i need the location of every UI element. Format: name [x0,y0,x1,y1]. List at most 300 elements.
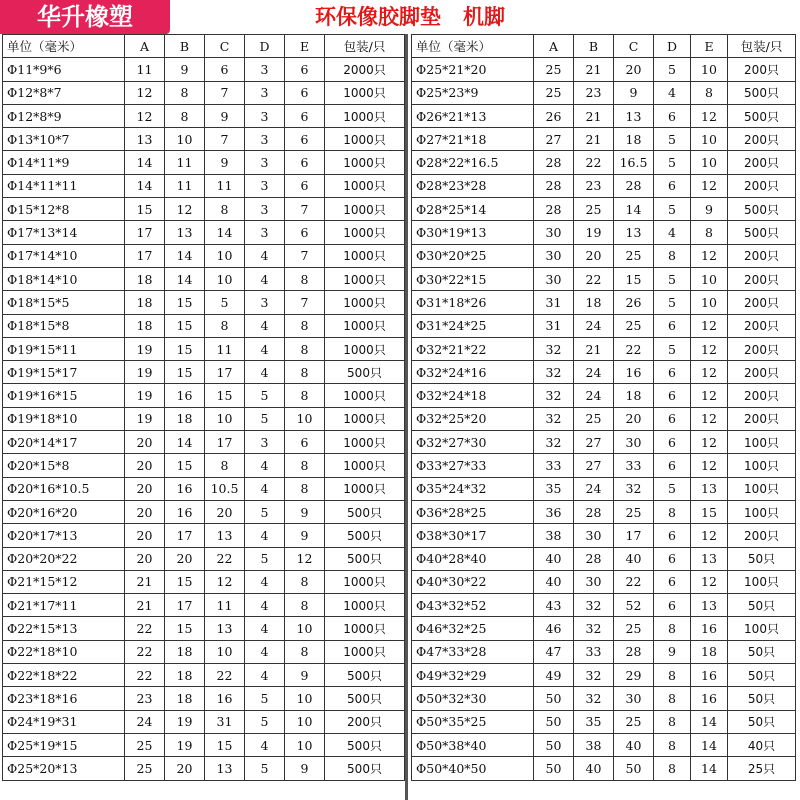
cell-spec: Φ13*10*7 [3,128,125,151]
table-row [412,617,796,640]
cell-pack: 200只 [728,361,796,384]
cell-pack: 500只 [325,664,405,687]
cell-pack: 1000只 [325,198,405,221]
cell-e: 13 [691,547,728,570]
cell-b: 18 [574,291,614,314]
table-row [412,477,796,500]
cell-a: 19 [125,407,165,430]
cell-d: 5 [654,151,691,174]
cell-e: 12 [691,384,728,407]
cell-e: 12 [691,174,728,197]
cell-spec: Φ32*24*18 [412,384,534,407]
cell-spec: Φ14*11*9 [3,151,125,174]
cell-d: 4 [245,477,285,500]
cell-c: 16 [614,361,654,384]
cell-pack: 1000只 [325,244,405,267]
cell-pack: 500只 [325,687,405,710]
cell-a: 17 [125,244,165,267]
cell-e: 8 [285,314,325,337]
table-row [412,384,796,407]
cell-spec: Φ26*21*13 [412,104,534,127]
table-row [3,267,405,290]
cell-spec: Φ46*32*25 [412,617,534,640]
cell-b: 24 [574,477,614,500]
cell-e: 7 [285,291,325,314]
cell-pack: 500只 [728,221,796,244]
cell-spec: Φ11*9*6 [3,58,125,81]
cell-e: 10 [285,617,325,640]
table-row [412,81,796,104]
cell-pack: 1000只 [325,454,405,477]
cell-b: 14 [165,244,205,267]
cell-pack: 50只 [728,594,796,617]
cell-c: 10 [205,640,245,663]
cell-b: 24 [574,361,614,384]
cell-pack: 500只 [728,104,796,127]
cell-pack: 500只 [728,198,796,221]
header-a: A [125,35,165,58]
cell-b: 28 [574,500,614,523]
cell-d: 8 [654,710,691,733]
table-row [412,128,796,151]
cell-a: 25 [125,757,165,780]
cell-e: 8 [285,267,325,290]
cell-c: 10.5 [205,477,245,500]
table-row [412,104,796,127]
cell-c: 28 [614,174,654,197]
cell-c: 17 [205,361,245,384]
cell-pack: 50只 [728,640,796,663]
cell-e: 7 [285,198,325,221]
cell-a: 25 [534,81,574,104]
cell-a: 11 [125,58,165,81]
cell-b: 15 [165,617,205,640]
cell-pack: 100只 [728,454,796,477]
cell-d: 6 [654,104,691,127]
cell-c: 40 [614,733,654,756]
cell-pack: 1000只 [325,477,405,500]
cell-d: 6 [654,314,691,337]
cell-spec: Φ15*12*8 [3,198,125,221]
cell-e: 6 [285,81,325,104]
cell-spec: Φ38*30*17 [412,524,534,547]
cell-b: 16 [165,500,205,523]
cell-pack: 200只 [728,384,796,407]
cell-b: 15 [165,454,205,477]
cell-pack: 1000只 [325,337,405,360]
cell-spec: Φ40*28*40 [412,547,534,570]
cell-b: 32 [574,594,614,617]
cell-e: 12 [691,337,728,360]
cell-e: 9 [285,524,325,547]
cell-c: 9 [205,151,245,174]
cell-spec: Φ12*8*9 [3,104,125,127]
cell-e: 8 [285,454,325,477]
cell-a: 18 [125,267,165,290]
header-pack: 包装/只 [728,35,796,58]
table-row [3,384,405,407]
cell-a: 19 [125,384,165,407]
cell-d: 6 [654,570,691,593]
cell-e: 18 [691,640,728,663]
cell-c: 17 [614,524,654,547]
cell-e: 10 [285,687,325,710]
cell-e: 13 [691,594,728,617]
cell-d: 5 [654,267,691,290]
cell-d: 4 [245,664,285,687]
cell-e: 6 [285,174,325,197]
cell-b: 17 [165,524,205,547]
cell-b: 27 [574,454,614,477]
cell-d: 4 [245,361,285,384]
cell-spec: Φ36*28*25 [412,500,534,523]
cell-spec: Φ32*27*30 [412,431,534,454]
cell-e: 10 [691,128,728,151]
cell-b: 10 [165,128,205,151]
table-row [3,640,405,663]
cell-spec: Φ31*24*25 [412,314,534,337]
cell-c: 9 [614,81,654,104]
table-row [3,221,405,244]
cell-b: 30 [574,524,614,547]
cell-c: 5 [205,291,245,314]
header-e: E [285,35,325,58]
table-row [412,244,796,267]
cell-a: 20 [125,454,165,477]
cell-a: 22 [125,640,165,663]
cell-c: 6 [205,58,245,81]
cell-a: 50 [534,733,574,756]
header-d: D [654,35,691,58]
table-row [412,687,796,710]
cell-c: 14 [205,221,245,244]
cell-c: 30 [614,431,654,454]
cell-a: 20 [125,524,165,547]
cell-pack: 1000只 [325,570,405,593]
cell-b: 16 [165,477,205,500]
cell-e: 6 [285,128,325,151]
cell-spec: Φ14*11*11 [3,174,125,197]
cell-d: 5 [245,710,285,733]
cell-c: 22 [205,547,245,570]
cell-c: 8 [205,454,245,477]
cell-b: 21 [574,104,614,127]
cell-spec: Φ20*15*8 [3,454,125,477]
cell-b: 27 [574,431,614,454]
cell-a: 19 [125,337,165,360]
cell-b: 21 [574,337,614,360]
cell-b: 12 [165,198,205,221]
cell-b: 15 [165,361,205,384]
cell-d: 4 [654,81,691,104]
cell-b: 18 [165,664,205,687]
cell-d: 8 [654,244,691,267]
cell-a: 32 [534,431,574,454]
cell-e: 9 [691,198,728,221]
cell-d: 4 [245,617,285,640]
cell-e: 16 [691,617,728,640]
cell-c: 50 [614,757,654,780]
cell-pack: 1000只 [325,128,405,151]
cell-pack: 200只 [728,128,796,151]
cell-e: 6 [285,104,325,127]
cell-e: 12 [691,244,728,267]
cell-pack: 50只 [728,664,796,687]
cell-pack: 100只 [728,431,796,454]
cell-a: 25 [534,58,574,81]
cell-a: 33 [534,454,574,477]
cell-c: 25 [614,617,654,640]
cell-a: 17 [125,221,165,244]
cell-b: 13 [165,221,205,244]
cell-spec: Φ20*16*10.5 [3,477,125,500]
cell-pack: 1000只 [325,151,405,174]
cell-c: 8 [205,198,245,221]
cell-spec: Φ32*21*22 [412,337,534,360]
cell-c: 52 [614,594,654,617]
cell-pack: 50只 [728,687,796,710]
cell-c: 18 [614,128,654,151]
table-row [412,570,796,593]
cell-a: 30 [534,267,574,290]
cell-e: 12 [285,547,325,570]
cell-e: 15 [691,500,728,523]
cell-a: 15 [125,198,165,221]
cell-e: 14 [691,733,728,756]
cell-c: 13 [614,104,654,127]
cell-c: 13 [614,221,654,244]
cell-a: 27 [534,128,574,151]
cell-b: 11 [165,174,205,197]
table-row [412,547,796,570]
cell-e: 12 [691,454,728,477]
table-row [3,664,405,687]
spec-table-left-body [3,35,405,781]
cell-c: 13 [205,617,245,640]
cell-d: 4 [245,267,285,290]
cell-e: 6 [285,221,325,244]
cell-spec: Φ25*21*20 [412,58,534,81]
cell-a: 20 [125,431,165,454]
cell-d: 5 [245,500,285,523]
cell-c: 13 [205,524,245,547]
cell-b: 18 [165,687,205,710]
cell-c: 11 [205,337,245,360]
cell-c: 18 [614,384,654,407]
cell-d: 3 [245,174,285,197]
cell-d: 6 [654,594,691,617]
cell-pack: 1000只 [325,431,405,454]
header-d: D [245,35,285,58]
cell-a: 43 [534,594,574,617]
table-row [3,757,405,780]
cell-d: 3 [245,151,285,174]
cell-c: 25 [614,244,654,267]
cell-spec: Φ12*8*7 [3,81,125,104]
cell-spec: Φ50*38*40 [412,733,534,756]
cell-b: 35 [574,710,614,733]
table-row [412,361,796,384]
cell-b: 18 [165,407,205,430]
cell-c: 10 [205,244,245,267]
cell-pack: 500只 [325,524,405,547]
cell-pack: 100只 [728,570,796,593]
cell-pack: 1000只 [325,291,405,314]
cell-spec: Φ20*17*13 [3,524,125,547]
table-row [3,104,405,127]
cell-pack: 1000只 [325,174,405,197]
table-divider [405,34,408,800]
cell-d: 8 [654,500,691,523]
cell-a: 35 [534,477,574,500]
cell-spec: Φ27*21*18 [412,128,534,151]
table-row [412,337,796,360]
cell-e: 8 [285,594,325,617]
page-title: 环保像胶脚垫 机脚 [315,5,505,29]
cell-a: 36 [534,500,574,523]
table-row [412,757,796,780]
right-header-row [412,35,796,58]
table-row [3,617,405,640]
cell-a: 30 [534,244,574,267]
cell-b: 15 [165,570,205,593]
cell-pack: 100只 [728,500,796,523]
cell-spec: Φ40*30*22 [412,570,534,593]
cell-e: 10 [691,58,728,81]
table-row [412,500,796,523]
cell-d: 5 [245,757,285,780]
cell-spec: Φ22*15*13 [3,617,125,640]
header-spec: 单位（毫米） [412,35,534,58]
cell-e: 6 [285,431,325,454]
table-row [3,337,405,360]
cell-b: 20 [165,757,205,780]
table-row [412,267,796,290]
header-b: B [574,35,614,58]
cell-spec: Φ30*22*15 [412,267,534,290]
cell-spec: Φ19*18*10 [3,407,125,430]
cell-pack: 200只 [728,244,796,267]
cell-e: 6 [285,151,325,174]
cell-c: 25 [614,710,654,733]
cell-d: 3 [245,198,285,221]
brand-logo-badge: 华升橡塑 [0,0,170,34]
cell-d: 6 [654,524,691,547]
cell-d: 3 [245,431,285,454]
cell-e: 12 [691,314,728,337]
cell-b: 25 [574,198,614,221]
cell-spec: Φ22*18*10 [3,640,125,663]
cell-b: 9 [165,58,205,81]
cell-b: 23 [574,81,614,104]
cell-b: 21 [574,128,614,151]
cell-a: 28 [534,198,574,221]
cell-b: 14 [165,267,205,290]
cell-d: 9 [654,640,691,663]
cell-d: 6 [654,454,691,477]
cell-c: 22 [614,337,654,360]
cell-c: 10 [205,267,245,290]
cell-d: 3 [245,128,285,151]
cell-b: 16 [165,384,205,407]
table-row [412,58,796,81]
cell-a: 40 [534,570,574,593]
cell-pack: 200只 [728,314,796,337]
cell-d: 8 [654,733,691,756]
table-row [412,733,796,756]
cell-d: 3 [245,221,285,244]
cell-e: 16 [691,664,728,687]
spec-table-right [411,34,796,781]
cell-e: 8 [691,81,728,104]
cell-c: 14 [614,198,654,221]
cell-spec: Φ25*20*13 [3,757,125,780]
cell-a: 28 [534,174,574,197]
cell-pack: 500只 [325,547,405,570]
cell-b: 8 [165,81,205,104]
table-row [412,710,796,733]
cell-a: 25 [125,733,165,756]
table-row [412,198,796,221]
cell-e: 12 [691,104,728,127]
cell-e: 14 [691,757,728,780]
cell-e: 10 [285,710,325,733]
header-b: B [165,35,205,58]
cell-b: 18 [165,640,205,663]
cell-d: 4 [245,594,285,617]
cell-spec: Φ19*15*17 [3,361,125,384]
table-row [3,407,405,430]
cell-d: 4 [245,570,285,593]
cell-c: 29 [614,664,654,687]
cell-c: 33 [614,454,654,477]
cell-e: 7 [285,244,325,267]
cell-spec: Φ33*27*33 [412,454,534,477]
cell-d: 4 [654,221,691,244]
cell-pack: 50只 [728,547,796,570]
cell-d: 5 [654,477,691,500]
cell-pack: 200只 [728,151,796,174]
cell-e: 10 [691,267,728,290]
cell-pack: 200只 [325,710,405,733]
table-row [3,291,405,314]
cell-e: 9 [285,500,325,523]
header-c: C [614,35,654,58]
cell-a: 46 [534,617,574,640]
cell-d: 3 [245,58,285,81]
cell-c: 15 [205,733,245,756]
cell-e: 10 [691,151,728,174]
cell-e: 8 [285,570,325,593]
table-row [412,291,796,314]
table-row [3,710,405,733]
table-row [412,221,796,244]
cell-pack: 1000只 [325,104,405,127]
cell-spec: Φ21*15*12 [3,570,125,593]
cell-b: 33 [574,640,614,663]
cell-b: 14 [165,431,205,454]
cell-e: 9 [285,757,325,780]
cell-spec: Φ20*14*17 [3,431,125,454]
table-row [3,314,405,337]
cell-a: 32 [534,361,574,384]
cell-d: 3 [245,104,285,127]
cell-b: 24 [574,384,614,407]
spec-table-left [2,34,405,781]
table-row [3,570,405,593]
cell-spec: Φ24*19*31 [3,710,125,733]
cell-c: 30 [614,687,654,710]
